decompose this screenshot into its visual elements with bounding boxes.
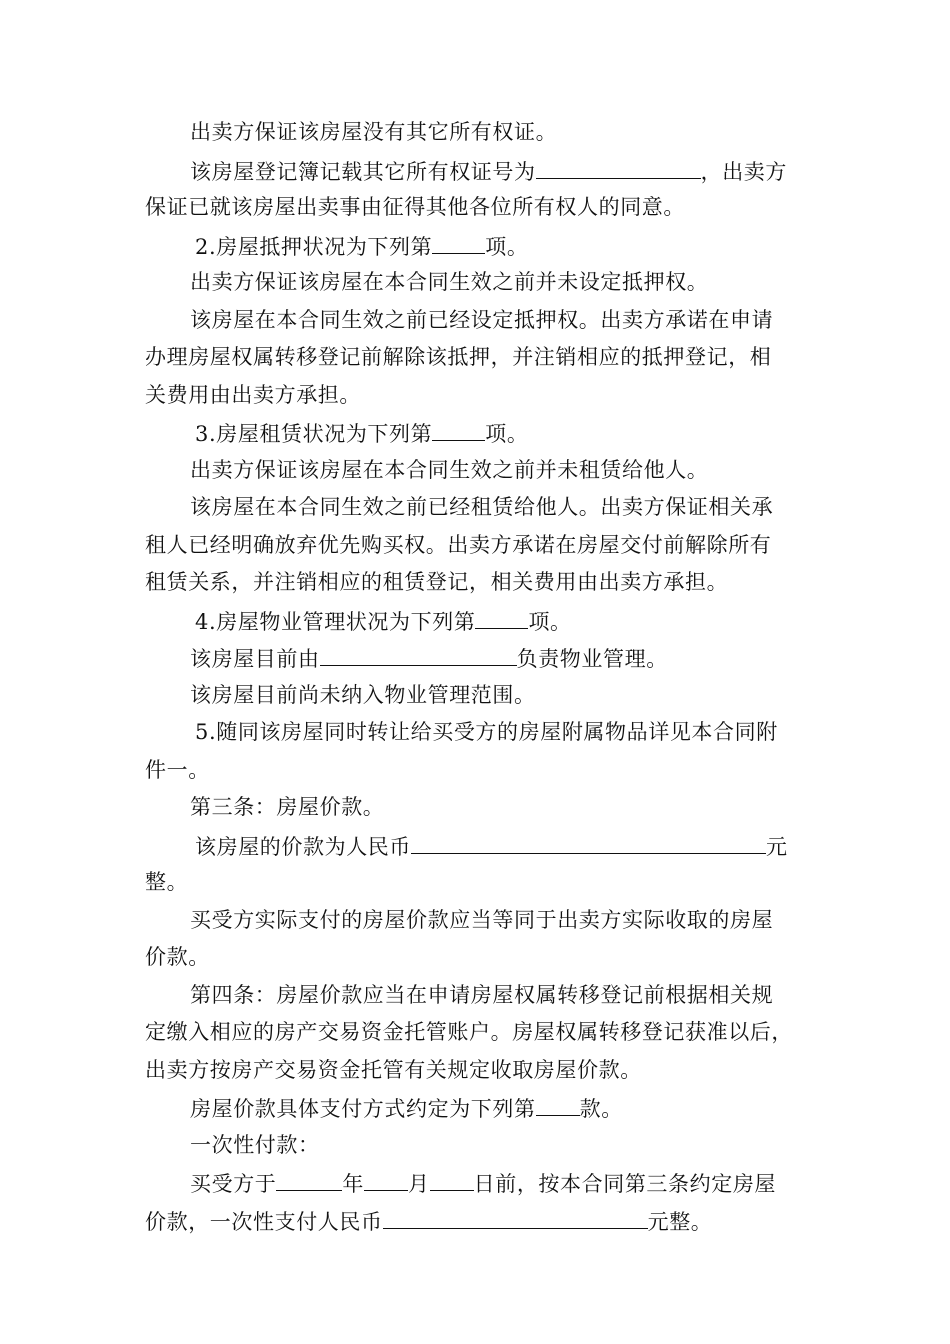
- text-segment: 办理房屋权属转移登记前解除该抵押，并注销相应的抵押登记，相: [145, 345, 772, 369]
- text-segment: 价款。: [145, 945, 210, 969]
- text-segment: 该房屋在本合同生效之前已经租赁给他人。出卖方保证相关承: [190, 495, 774, 519]
- text-line: [145, 414, 810, 452]
- text-line: [145, 1014, 810, 1052]
- text-segment: 该房屋登记簿记载其它所有权证号为: [190, 159, 536, 184]
- text-line: [145, 1052, 810, 1090]
- text-segment: 该房屋目前尚未纳入物业管理范围。: [190, 682, 536, 707]
- text-segment: 出卖方按房产交易资金托管有关规定收取房屋价款。: [145, 1057, 642, 1082]
- text-line: [145, 452, 810, 490]
- text-segment: 租人已经明确放弃优先购买权。出卖方承诺在房屋交付前解除所有: [145, 532, 772, 557]
- text-segment: 该房屋的价款为人民币: [195, 834, 411, 859]
- text-line: [145, 1127, 810, 1165]
- text-line: [145, 677, 810, 715]
- text-segment: 该房屋在本合同生效之前已经设定抵押权。出卖方承诺在申请: [190, 307, 774, 332]
- text-line: [145, 752, 810, 790]
- text-segment: 出卖方保证该房屋在本合同生效之前并未租赁给他人。: [190, 457, 709, 482]
- text-segment: 款。: [579, 1097, 623, 1121]
- blank-field: [320, 639, 517, 666]
- text-line: [145, 227, 810, 265]
- text-segment: 买受方实际支付的房屋价款应当等同于出卖方实际收取的房屋: [190, 907, 774, 932]
- text-line: [145, 114, 810, 152]
- text-line: [145, 1202, 810, 1240]
- text-segment: 价款，一次性支付人民币: [145, 1209, 383, 1234]
- blank-field: [430, 1164, 474, 1191]
- text-line: [145, 1089, 810, 1127]
- blank-field: [432, 414, 485, 441]
- text-line: [145, 977, 810, 1015]
- text-segment: 4.房屋物业管理状况为下列第: [195, 609, 476, 634]
- text-segment: 5.随同该房屋同时转让给买受方的房屋附属物品详见本合同附: [195, 720, 778, 744]
- text-segment: 负责物业管理。: [516, 647, 668, 671]
- text-segment: ，出卖方: [700, 159, 788, 184]
- text-segment: 3.房屋租赁状况为下列第: [195, 422, 433, 446]
- text-line: [145, 377, 810, 415]
- text-segment: 租赁关系，并注销相应的租赁登记，相关费用由出卖方承担。: [145, 570, 729, 594]
- text-segment: 月: [408, 1172, 430, 1196]
- text-segment: 第三条：房屋价款。: [190, 795, 385, 819]
- text-line: [145, 189, 810, 227]
- blank-field: [383, 1202, 648, 1229]
- text-segment: 买受方于: [190, 1172, 277, 1196]
- text-segment: 出卖方保证该房屋没有其它所有权证。: [190, 120, 558, 144]
- blank-field: [411, 827, 766, 854]
- text-segment: 出卖方保证该房屋在本合同生效之前并未设定抵押权。: [190, 270, 709, 294]
- text-line: [145, 864, 810, 902]
- text-line: [145, 827, 810, 865]
- blank-field: [536, 152, 701, 179]
- text-line: [145, 564, 810, 602]
- text-segment: 该房屋目前由: [190, 647, 320, 671]
- text-line: [145, 302, 810, 340]
- blank-field: [364, 1164, 408, 1191]
- text-line: [145, 602, 810, 640]
- text-segment: 年: [342, 1172, 365, 1196]
- text-segment: 房屋价款具体支付方式约定为下列第: [190, 1097, 536, 1121]
- text-segment: 元: [766, 834, 788, 859]
- text-line: [145, 789, 810, 827]
- text-segment: 定缴入相应的房产交易资金托管账户。房屋权属转移登记获准以后，: [145, 1020, 793, 1044]
- text-segment: 2.房屋抵押状况为下列第: [195, 234, 433, 259]
- text-segment: 保证已就该房屋出卖事由征得其他各位所有权人的同意。: [145, 195, 685, 219]
- text-segment: 一次性付款：: [190, 1132, 320, 1157]
- text-line: [145, 152, 810, 190]
- text-line: [145, 939, 810, 977]
- text-segment: 整。: [145, 870, 189, 894]
- text-segment: 关费用由出卖方承担。: [145, 382, 361, 407]
- text-segment: 项。: [485, 422, 529, 446]
- text-line: [145, 639, 810, 677]
- text-line: [145, 339, 810, 377]
- text-segment: 第四条：房屋价款应当在申请房屋权属转移登记前根据相关规: [190, 982, 774, 1007]
- text-line: [145, 264, 810, 302]
- blank-field: [475, 602, 528, 629]
- text-line: [145, 714, 810, 752]
- text-segment: 件一。: [145, 757, 210, 782]
- text-segment: 项。: [485, 234, 529, 259]
- text-segment: 项。: [528, 609, 572, 634]
- text-segment: 元整。: [647, 1209, 713, 1234]
- blank-field: [432, 227, 485, 254]
- text-segment: 日前，按本合同第三条约定房屋: [473, 1172, 777, 1196]
- text-line: [145, 489, 810, 527]
- text-line: [145, 1164, 810, 1202]
- blank-field: [276, 1164, 342, 1191]
- blank-field: [536, 1089, 580, 1116]
- text-line: [145, 902, 810, 940]
- contract-body: [145, 114, 810, 1239]
- text-line: [145, 527, 810, 565]
